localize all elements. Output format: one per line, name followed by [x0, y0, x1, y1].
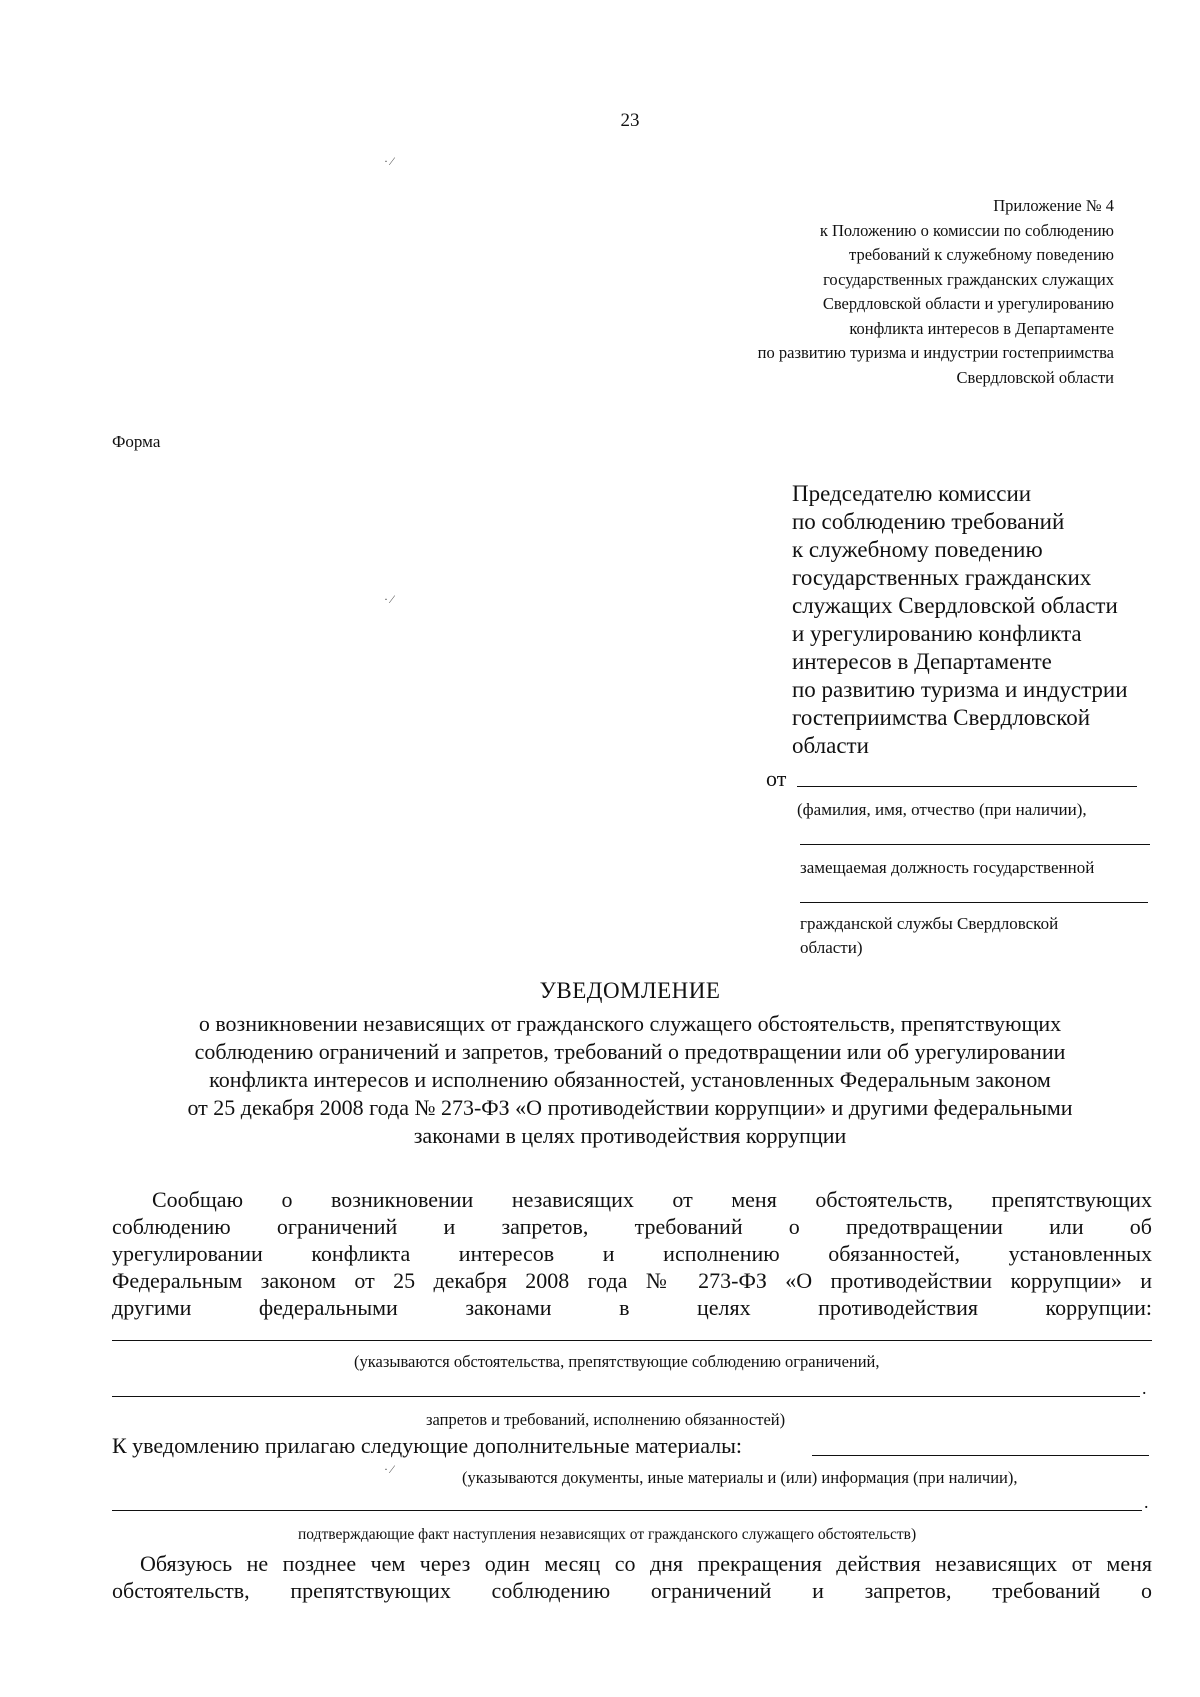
subtitle-line: законами в целях противодействия коррупции — [413, 1123, 847, 1148]
subtitle-line: конфликта интересов и исполнению обязанностей, установленных Федеральным законом — [209, 1067, 1051, 1092]
subtitle-line: соблюдению ограничений и запретов, требований о предотвращении или об урегулировании — [194, 1039, 1066, 1064]
scan-speck: · ⁄ — [384, 592, 393, 606]
addressee-line: области — [792, 733, 869, 758]
subtitle-line: о возникновении независящих от гражданского служащего обстоятельств, препятствующих — [198, 1011, 1062, 1036]
appendix-reference — [554, 194, 1114, 390]
addressee-line: гостеприимства Свердловской — [792, 705, 1091, 730]
appendix-line: требований к служебному поведению — [849, 245, 1114, 264]
addressee-line: по соблюдению требований — [792, 509, 1065, 534]
documents-caption-1: (указываются документы, иные материалы и (или) информация (при наличии), — [462, 1468, 1018, 1487]
appendix-line: к Положению о комиссии по соблюдению — [819, 220, 1114, 240]
paragraph-line: Обязуюсь не позднее чем через один месяц со дня прекращения действия независящих от меня — [140, 1551, 1152, 1576]
documents-caption-2: подтверждающие факт наступления независящих от гражданского служащего обстоятельств) — [298, 1526, 917, 1543]
attachments-label: К уведомлению прилагаю следующие дополнительные материалы: — [112, 1433, 743, 1458]
attachments-field-1[interactable] — [812, 1455, 1149, 1456]
scan-speck: · ⁄ — [384, 1462, 393, 1476]
from-label: от — [766, 766, 787, 791]
paragraph-line: урегулировании конфликта интересов и исполнению обязанностей, установленных — [112, 1241, 1152, 1266]
attachments-field-2[interactable] — [112, 1510, 1142, 1511]
circumstances-field-1[interactable] — [112, 1340, 1152, 1341]
sender-service-caption-end: области) — [800, 938, 863, 957]
appendix-line: Свердловской области и урегулированию — [822, 294, 1114, 313]
appendix-line: Приложение № 4 — [993, 196, 1114, 215]
addressee-block — [792, 480, 1172, 760]
sender-service-field[interactable] — [800, 902, 1148, 903]
subtitle-line: от 25 декабря 2008 года № 273-ФЗ «О противодействии коррупции» и другими федеральными — [187, 1095, 1073, 1120]
paragraph-line: другими федеральными законами в целях противодействия коррупции: — [112, 1295, 1152, 1320]
scan-speck: · ⁄ — [384, 154, 393, 168]
appendix-line: конфликта интересов в Департаменте — [849, 318, 1114, 338]
notice-title: УВЕДОМЛЕНИЕ — [539, 978, 721, 1003]
form-label: Форма — [112, 432, 161, 451]
addressee-line: Председателю комиссии — [792, 481, 1032, 506]
body-paragraph-1 — [112, 1186, 1152, 1321]
circumstances-field-2[interactable] — [112, 1396, 1140, 1397]
line-period: . — [1142, 1378, 1147, 1398]
sender-position-field[interactable] — [800, 844, 1150, 845]
notice-subtitle — [120, 1010, 1140, 1150]
paragraph-line: Федеральным законом от 25 декабря 2008 года № 273-ФЗ «О противодействии коррупции» и — [112, 1268, 1152, 1293]
sender-name-caption: (фамилия, имя, отчество (при наличии), — [797, 800, 1087, 819]
addressee-line: служащих Свердловской области — [792, 593, 1118, 618]
sender-name-field[interactable] — [797, 786, 1137, 787]
line-period: . — [1144, 1492, 1149, 1512]
addressee-line: государственных гражданских — [792, 565, 1092, 590]
paragraph-line: соблюдению ограничений и запретов, требований о предотвращении или об — [112, 1214, 1152, 1239]
addressee-line: и урегулированию конфликта — [792, 621, 1082, 646]
circumstances-caption-1: (указываются обстоятельства, препятствующие соблюдению ограничений, — [354, 1352, 880, 1371]
appendix-line: государственных гражданских служащих — [823, 269, 1114, 289]
sender-position-caption: замещаемая должность государственной — [800, 858, 1095, 877]
circumstances-caption-2: запретов и требований, исполнению обязанностей) — [426, 1410, 786, 1429]
addressee-line: по развитию туризма и индустрии — [792, 677, 1128, 702]
addressee-line: интересов в Департаменте — [792, 649, 1052, 674]
sender-service-caption: гражданской службы Свердловской — [800, 914, 1059, 933]
page-number: 23 — [620, 110, 640, 131]
addressee-line: к служебному поведению — [792, 537, 1043, 562]
paragraph-line: Сообщаю о возникновении независящих от меня обстоятельств, препятствующих — [152, 1187, 1152, 1212]
body-paragraph-2 — [112, 1550, 1152, 1604]
appendix-line: по развитию туризма и индустрии гостеприимства — [757, 343, 1114, 362]
appendix-line: Свердловской области — [956, 367, 1114, 387]
paragraph-line: обстоятельств, препятствующих соблюдению ограничений и запретов, требований о — [112, 1578, 1152, 1603]
